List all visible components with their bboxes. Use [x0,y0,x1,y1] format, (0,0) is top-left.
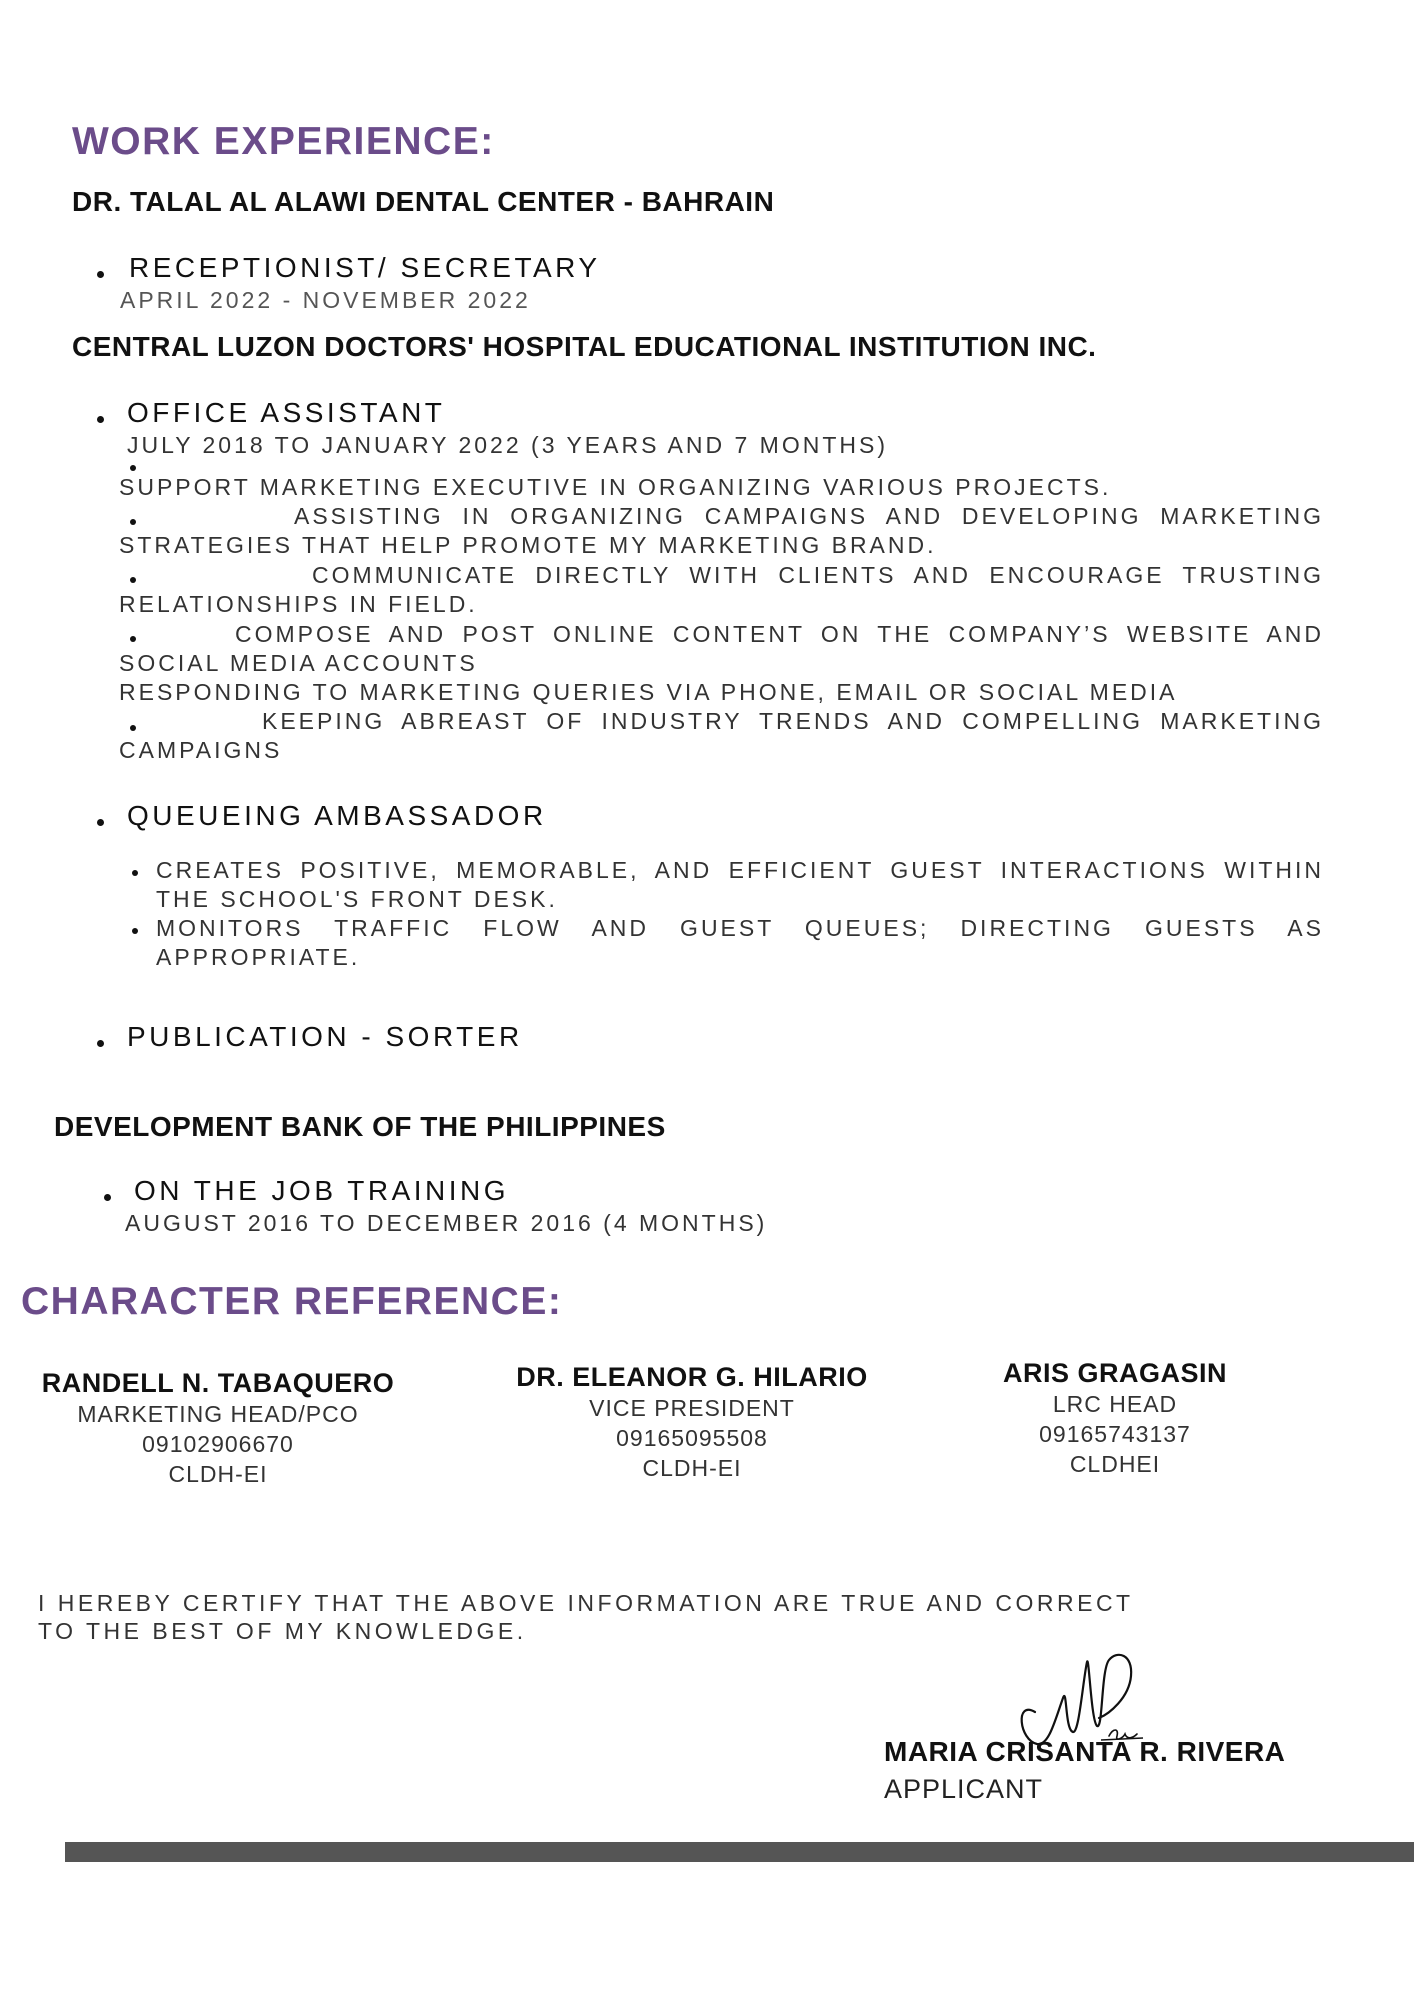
reference-name: ARIS GRAGASIN [1002,1358,1228,1388]
bullet-icon [132,928,138,934]
job3-organization: DEVELOPMENT BANK OF THE PHILIPPINES [54,1111,666,1142]
duty-item: SUPPORT MARKETING EXECUTIVE IN ORGANIZING VARIOUS PROJECTS. [119,474,1112,500]
bullet-icon [97,416,104,423]
reference-phone: 09165743137 [1039,1421,1191,1447]
job3-role: ON THE JOB TRAINING [134,1175,510,1206]
reference-position: VICE PRESIDENT [589,1395,795,1421]
job2-role3-title: PUBLICATION - SORTER [127,1021,523,1052]
job1-role: RECEPTIONIST/ SECRETARY [129,252,601,283]
duty-item: ASSISTING IN ORGANIZING CAMPAIGNS AND DEVELOPING MARKETING STRATEGIES THAT HELP PROMOTE MY MARKETING BRAND. [119,503,1324,558]
job2-organization: CENTRAL LUZON DOCTORS' HOSPITAL EDUCATIONAL INSTITUTION INC. [72,331,1097,362]
reference-org: CLDH-EI [642,1455,742,1481]
character-reference-heading: CHARACTER REFERENCE: [21,1280,563,1323]
duty-item: KEEPING ABREAST OF INDUSTRY TRENDS AND COMPELLING MARKETING CAMPAIGNS [119,708,1324,763]
reference-phone: 09102906670 [142,1431,294,1457]
duty-item: MONITORS TRAFFIC FLOW AND GUEST QUEUES; DIRECTING GUESTS AS APPROPRIATE. [156,915,1324,970]
reference-position: LRC HEAD [1052,1391,1178,1417]
bullet-icon [104,1194,111,1201]
duty-item: RESPONDING TO MARKETING QUERIES VIA PHONE, EMAIL OR SOCIAL MEDIA [119,679,1178,705]
reference-name: DR. ELEANOR G. HILARIO [516,1362,868,1392]
work-experience-heading: WORK EXPERIENCE: [72,120,495,163]
reference-card [18,1368,418,1489]
applicant-name: MARIA CRISANTA R. RIVERA [884,1736,1286,1767]
bullet-icon [97,819,104,826]
duty-item: COMMUNICATE DIRECTLY WITH CLIENTS AND ENCOURAGE TRUSTING RELATIONSHIPS IN FIELD. [119,562,1324,617]
reference-org: CLDH-EI [168,1461,268,1487]
job3-dates: AUGUST 2016 TO DECEMBER 2016 (4 MONTHS) [125,1210,768,1236]
reference-phone: 09165095508 [616,1425,768,1451]
job2-role2-title: QUEUEING AMBASSADOR [127,800,547,831]
reference-org: CLDHEI [1069,1451,1161,1477]
footer-divider [65,1842,1414,1862]
reference-position: MARKETING HEAD/PCO [77,1401,359,1427]
job2-role1-title: OFFICE ASSISTANT [127,397,446,428]
bullet-icon [97,1040,104,1047]
job1-dates: APRIL 2022 - NOVEMBER 2022 [120,287,531,313]
reference-card [965,1358,1265,1479]
duty-item: CREATES POSITIVE, MEMORABLE, AND EFFICIENT GUEST INTERACTIONS WITHIN THE SCHOOL'S FRONT DESK. [156,857,1324,912]
applicant-label: APPLICANT [884,1774,1044,1804]
bullet-icon [132,870,138,876]
certification-line-2: TO THE BEST OF MY KNOWLEDGE. [38,1618,527,1644]
reference-name: RANDELL N. TABAQUERO [41,1368,395,1398]
bullet-icon [130,465,136,471]
bullet-icon [97,271,104,278]
reference-card [492,1362,892,1483]
signature-icon [1005,1640,1175,1750]
certification-line-1: I HEREBY CERTIFY THAT THE ABOVE INFORMATION ARE TRUE AND CORRECT [38,1590,1134,1616]
job1-organization: DR. TALAL AL ALAWI DENTAL CENTER - BAHRAIN [72,186,775,217]
duty-item: COMPOSE AND POST ONLINE CONTENT ON THE COMPANY’S WEBSITE AND SOCIAL MEDIA ACCOUNTS [119,621,1324,676]
job2-role1-dates: JULY 2018 TO JANUARY 2022 (3 YEARS AND 7 MONTHS) [127,432,889,458]
